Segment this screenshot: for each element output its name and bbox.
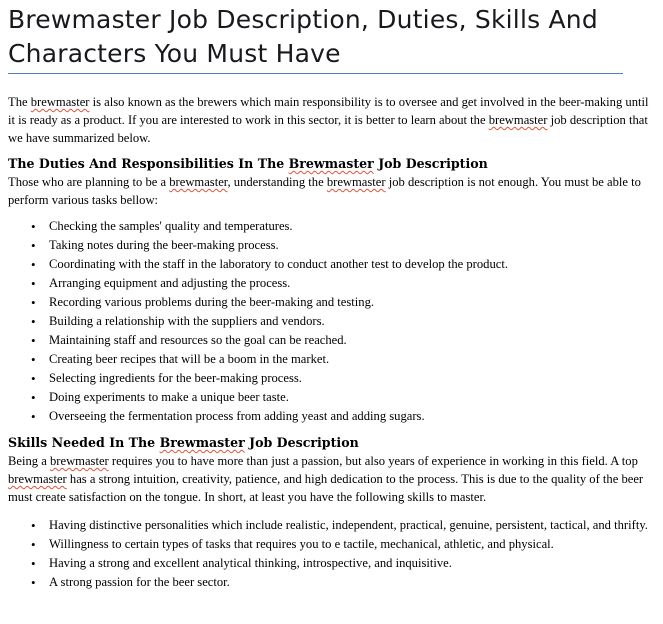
- heading-text: Job Description: [373, 156, 488, 171]
- spellcheck-word[interactable]: Brewmaster: [288, 156, 374, 171]
- spellcheck-word[interactable]: brewmaster: [30, 95, 90, 109]
- duties-heading: [8, 155, 655, 173]
- skills-heading: [8, 434, 655, 452]
- spellcheck-word[interactable]: brewmaster: [49, 454, 109, 468]
- heading-text: The Duties And Responsibilities In The: [8, 156, 289, 171]
- list-item: • Selecting ingredients for the beer-making process.: [49, 369, 655, 388]
- list-item: • Checking the samples' quality and temperatures.: [49, 217, 655, 236]
- heading-text: Job Description: [244, 435, 359, 450]
- heading-text: Skills Needed In The: [8, 435, 160, 450]
- skills-paragraph: [8, 452, 655, 506]
- list-item: • Taking notes during the beer-making process.: [49, 236, 655, 255]
- intro-text: is also known as the brewers which main responsibility is to oversee and get involved in the beer-making until it is ready as a product. If you are interested to work in this sector, it is better to learn about the: [8, 95, 649, 127]
- list-item: • A strong passion for the beer sector.: [49, 573, 655, 592]
- list-item: • Willingness to certain types of tasks that requires you to e tactile, mechanical, athletic, and physical.: [49, 535, 655, 554]
- paragraph-text: requires you to have more than just a passion, but also years of experience in working in this field. A top: [108, 454, 638, 468]
- list-item: • Doing experiments to make a unique beer taste.: [49, 388, 655, 407]
- list-item: • Coordinating with the staff in the laboratory to conduct another test to develop the product.: [49, 255, 655, 274]
- paragraph-text: has a strong intuition, creativity, patience, and high dedication to the process. This is due to the quality of the beer must create satisfaction on the tongue. In short, at least you have the following skills to master.: [8, 472, 644, 504]
- list-item: • Having distinctive personalities which include realistic, independent, practical, genuine, persistent, tactical, and thrifty.: [49, 516, 655, 535]
- document-title: Brewmaster Job Description, Duties, Skills And Characters You Must Have: [8, 3, 623, 74]
- list-item: • Arranging equipment and adjusting the process.: [49, 274, 655, 293]
- intro-text: The: [8, 95, 31, 109]
- list-item: • Having a strong and excellent analytical thinking, introspective, and inquisitive.: [49, 554, 655, 573]
- skills-list: [8, 516, 655, 592]
- spellcheck-word[interactable]: Brewmaster: [159, 435, 245, 450]
- list-item: • Recording various problems during the beer-making and testing.: [49, 293, 655, 312]
- paragraph-text: Being a: [8, 454, 50, 468]
- spellcheck-word[interactable]: brewmaster: [169, 175, 228, 189]
- spellcheck-word[interactable]: brewmaster: [488, 113, 548, 127]
- paragraph-text: , understanding the: [227, 175, 327, 189]
- spellcheck-word[interactable]: brewmaster: [326, 175, 386, 189]
- list-item: • Building a relationship with the suppliers and vendors.: [49, 312, 655, 331]
- duties-list: [8, 217, 655, 426]
- paragraph-text: Those who are planning to be a: [8, 175, 170, 189]
- intro-paragraph: [8, 93, 655, 147]
- duties-paragraph: [8, 173, 655, 209]
- intro-text: job description that we have summarized below.: [8, 113, 648, 145]
- paragraph-text: job description is not enough. You must be able to perform various tasks bellow:: [8, 175, 641, 207]
- list-item: • Overseeing the fermentation process from adding yeast and adding sugars.: [49, 407, 655, 426]
- spellcheck-word[interactable]: brewmaster: [8, 472, 67, 486]
- list-item: • Creating beer recipes that will be a boom in the market.: [49, 350, 655, 369]
- list-item: • Maintaining staff and resources so the goal can be reached.: [49, 331, 655, 350]
